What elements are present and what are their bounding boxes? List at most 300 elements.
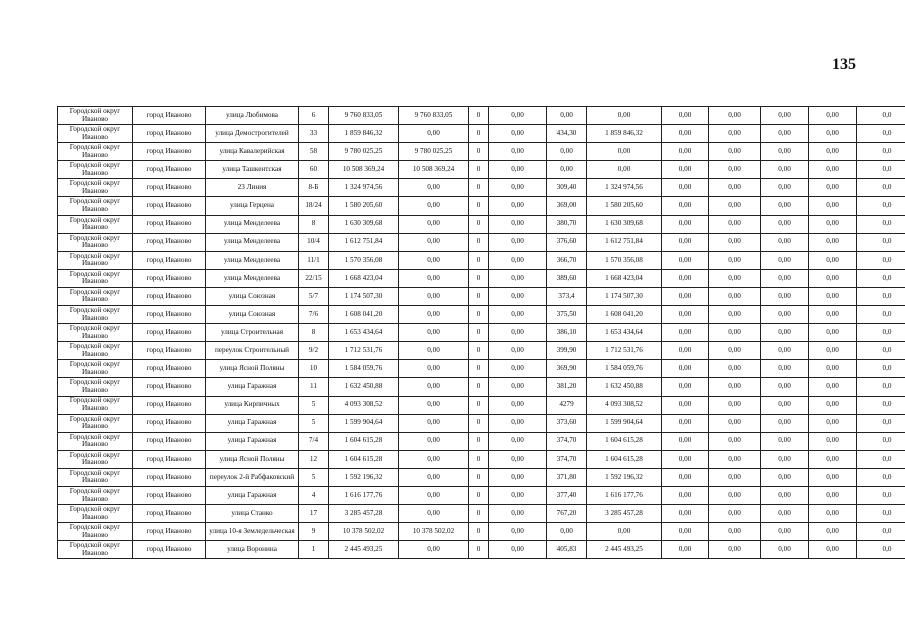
- cell-settlement: город Иваново: [133, 107, 206, 125]
- cell-amount-col-8: 0,00: [489, 143, 547, 161]
- cell-municipality: Городской округ Иваново: [58, 378, 133, 396]
- cell-amount-col-12: 0,00: [709, 251, 761, 269]
- cell-amount-col-8: 0,00: [489, 396, 547, 414]
- cell-amount-col-11: 0,00: [662, 396, 709, 414]
- cell-total-cost: 1 174 507,30: [329, 287, 399, 305]
- cell-amount-col-8: 0,00: [489, 233, 547, 251]
- table-row: [58, 378, 905, 396]
- cell-municipality: Городской округ Иваново: [58, 287, 133, 305]
- cell-area: 767,20: [547, 505, 587, 523]
- cell-count-col-7: 0: [469, 541, 489, 559]
- cell-amount-col-14: 0,00: [809, 179, 857, 197]
- cell-amount-col-15: 0,0: [857, 360, 905, 378]
- cell-amount-col-8: 0,00: [489, 360, 547, 378]
- cell-municipality: Городской округ Иваново: [58, 342, 133, 360]
- cell-cost-col-10: 0,00: [587, 143, 662, 161]
- cell-cost-col-10: 1 859 846,32: [587, 125, 662, 143]
- cell-cost-col-6: 0,00: [399, 324, 469, 342]
- cell-total-cost: 1 592 196,32: [329, 468, 399, 486]
- cell-street: улица Кирпичных: [206, 396, 299, 414]
- data-table: [57, 106, 905, 559]
- cell-amount-col-15: 0,0: [857, 251, 905, 269]
- cell-house-number: 8-Б: [299, 179, 329, 197]
- cell-amount-col-13: 0,00: [761, 287, 809, 305]
- table-row: [58, 523, 905, 541]
- cell-amount-col-15: 0,0: [857, 287, 905, 305]
- cell-house-number: 6: [299, 107, 329, 125]
- cell-total-cost: 1 324 974,56: [329, 179, 399, 197]
- cell-amount-col-14: 0,00: [809, 396, 857, 414]
- cell-amount-col-12: 0,00: [709, 233, 761, 251]
- cell-amount-col-8: 0,00: [489, 468, 547, 486]
- cell-amount-col-8: 0,00: [489, 161, 547, 179]
- cell-amount-col-14: 0,00: [809, 143, 857, 161]
- cell-amount-col-11: 0,00: [662, 342, 709, 360]
- cell-cost-col-6: 0,00: [399, 251, 469, 269]
- cell-cost-col-10: 1 604 615,28: [587, 450, 662, 468]
- cell-amount-col-12: 0,00: [709, 414, 761, 432]
- cell-amount-col-13: 0,00: [761, 505, 809, 523]
- cell-amount-col-12: 0,00: [709, 378, 761, 396]
- cell-cost-col-10: 1 592 196,32: [587, 468, 662, 486]
- cell-amount-col-15: 0,0: [857, 143, 905, 161]
- cell-amount-col-12: 0,00: [709, 215, 761, 233]
- cell-amount-col-15: 0,0: [857, 215, 905, 233]
- cell-total-cost: 1 859 846,32: [329, 125, 399, 143]
- cell-count-col-7: 0: [469, 414, 489, 432]
- cell-amount-col-11: 0,00: [662, 287, 709, 305]
- cell-street: улица Менделеева: [206, 251, 299, 269]
- cell-cost-col-10: 1 630 309,68: [587, 215, 662, 233]
- cell-total-cost: 1 604 615,28: [329, 432, 399, 450]
- cell-cost-col-10: 4 093 308,52: [587, 396, 662, 414]
- cell-amount-col-13: 0,00: [761, 161, 809, 179]
- cell-amount-col-8: 0,00: [489, 414, 547, 432]
- cell-cost-col-10: 1 632 450,88: [587, 378, 662, 396]
- cell-amount-col-8: 0,00: [489, 306, 547, 324]
- cell-cost-col-10: 3 285 457,28: [587, 505, 662, 523]
- cell-house-number: 5: [299, 414, 329, 432]
- cell-total-cost: 1 630 309,68: [329, 215, 399, 233]
- cell-area: 399,90: [547, 342, 587, 360]
- cell-street: улица Менделеева: [206, 269, 299, 287]
- cell-street: улица Станко: [206, 505, 299, 523]
- cell-area: 309,40: [547, 179, 587, 197]
- cell-amount-col-11: 0,00: [662, 432, 709, 450]
- cell-house-number: 60: [299, 161, 329, 179]
- cell-house-number: 17: [299, 505, 329, 523]
- cell-amount-col-14: 0,00: [809, 505, 857, 523]
- cell-count-col-7: 0: [469, 432, 489, 450]
- cell-cost-col-6: 0,00: [399, 197, 469, 215]
- cell-amount-col-15: 0,0: [857, 432, 905, 450]
- cell-amount-col-15: 0,0: [857, 523, 905, 541]
- cell-count-col-7: 0: [469, 107, 489, 125]
- table-row: [58, 360, 905, 378]
- cell-amount-col-11: 0,00: [662, 541, 709, 559]
- cell-amount-col-15: 0,0: [857, 306, 905, 324]
- cell-total-cost: 1 580 205,60: [329, 197, 399, 215]
- cell-cost-col-6: 9 780 025,25: [399, 143, 469, 161]
- cell-amount-col-13: 0,00: [761, 125, 809, 143]
- cell-amount-col-13: 0,00: [761, 342, 809, 360]
- cell-amount-col-15: 0,0: [857, 342, 905, 360]
- cell-amount-col-14: 0,00: [809, 324, 857, 342]
- cell-settlement: город Иваново: [133, 450, 206, 468]
- cell-cost-col-10: 1 570 356,08: [587, 251, 662, 269]
- cell-total-cost: 9 780 025,25: [329, 143, 399, 161]
- cell-amount-col-12: 0,00: [709, 432, 761, 450]
- cell-cost-col-10: 0,00: [587, 107, 662, 125]
- cell-amount-col-11: 0,00: [662, 233, 709, 251]
- cell-municipality: Городской округ Иваново: [58, 468, 133, 486]
- cell-cost-col-6: 0,00: [399, 486, 469, 504]
- cell-amount-col-8: 0,00: [489, 505, 547, 523]
- table-row: [58, 306, 905, 324]
- cell-house-number: 7/6: [299, 306, 329, 324]
- cell-cost-col-6: 10 508 369,24: [399, 161, 469, 179]
- cell-amount-col-12: 0,00: [709, 486, 761, 504]
- cell-cost-col-10: 1 584 059,76: [587, 360, 662, 378]
- cell-amount-col-12: 0,00: [709, 360, 761, 378]
- table-row: [58, 107, 905, 125]
- cell-amount-col-11: 0,00: [662, 125, 709, 143]
- cell-cost-col-10: 1 324 974,56: [587, 179, 662, 197]
- cell-cost-col-6: 0,00: [399, 396, 469, 414]
- cell-total-cost: 1 604 615,28: [329, 450, 399, 468]
- cell-municipality: Городской округ Иваново: [58, 197, 133, 215]
- cell-amount-col-11: 0,00: [662, 505, 709, 523]
- cell-amount-col-15: 0,0: [857, 179, 905, 197]
- cell-area: 380,70: [547, 215, 587, 233]
- cell-amount-col-8: 0,00: [489, 251, 547, 269]
- cell-total-cost: 10 508 369,24: [329, 161, 399, 179]
- table-row: [58, 432, 905, 450]
- cell-area: 386,10: [547, 324, 587, 342]
- cell-count-col-7: 0: [469, 342, 489, 360]
- cell-amount-col-12: 0,00: [709, 125, 761, 143]
- cell-street: улица 10-я Земледельческая: [206, 523, 299, 541]
- cell-house-number: 10/4: [299, 233, 329, 251]
- cell-street: улица Герцена: [206, 197, 299, 215]
- cell-house-number: 8: [299, 215, 329, 233]
- cell-total-cost: 1 653 434,64: [329, 324, 399, 342]
- cell-house-number: 18/24: [299, 197, 329, 215]
- table-container: [57, 106, 905, 566]
- cell-amount-col-14: 0,00: [809, 342, 857, 360]
- cell-cost-col-10: 1 616 177,76: [587, 486, 662, 504]
- cell-total-cost: 1 632 450,88: [329, 378, 399, 396]
- table-row: [58, 143, 905, 161]
- cell-amount-col-13: 0,00: [761, 197, 809, 215]
- cell-area: 371,80: [547, 468, 587, 486]
- cell-count-col-7: 0: [469, 450, 489, 468]
- table-row: [58, 505, 905, 523]
- cell-settlement: город Иваново: [133, 360, 206, 378]
- cell-amount-col-11: 0,00: [662, 215, 709, 233]
- cell-amount-col-12: 0,00: [709, 324, 761, 342]
- cell-municipality: Городской округ Иваново: [58, 505, 133, 523]
- cell-amount-col-13: 0,00: [761, 143, 809, 161]
- cell-count-col-7: 0: [469, 215, 489, 233]
- cell-street: улица Союзная: [206, 287, 299, 305]
- cell-amount-col-8: 0,00: [489, 197, 547, 215]
- cell-total-cost: 3 285 457,28: [329, 505, 399, 523]
- cell-area: 376,60: [547, 233, 587, 251]
- cell-amount-col-15: 0,0: [857, 378, 905, 396]
- cell-cost-col-6: 0,00: [399, 269, 469, 287]
- cell-settlement: город Иваново: [133, 324, 206, 342]
- cell-area: 373,60: [547, 414, 587, 432]
- cell-cost-col-6: 0,00: [399, 505, 469, 523]
- cell-municipality: Городской округ Иваново: [58, 269, 133, 287]
- cell-amount-col-15: 0,0: [857, 125, 905, 143]
- cell-settlement: город Иваново: [133, 432, 206, 450]
- cell-settlement: город Иваново: [133, 143, 206, 161]
- cell-settlement: город Иваново: [133, 486, 206, 504]
- cell-area: 381,20: [547, 378, 587, 396]
- cell-house-number: 9/2: [299, 342, 329, 360]
- cell-amount-col-8: 0,00: [489, 269, 547, 287]
- cell-amount-col-11: 0,00: [662, 161, 709, 179]
- cell-amount-col-15: 0,0: [857, 396, 905, 414]
- cell-amount-col-12: 0,00: [709, 468, 761, 486]
- cell-amount-col-8: 0,00: [489, 125, 547, 143]
- cell-street: улица Союзная: [206, 306, 299, 324]
- table-row: [58, 161, 905, 179]
- cell-amount-col-12: 0,00: [709, 523, 761, 541]
- cell-count-col-7: 0: [469, 360, 489, 378]
- cell-street: переулок 2-й Рабфаковский: [206, 468, 299, 486]
- cell-count-col-7: 0: [469, 523, 489, 541]
- cell-amount-col-14: 0,00: [809, 251, 857, 269]
- cell-amount-col-14: 0,00: [809, 215, 857, 233]
- cell-count-col-7: 0: [469, 125, 489, 143]
- cell-house-number: 12: [299, 450, 329, 468]
- cell-amount-col-15: 0,0: [857, 486, 905, 504]
- cell-cost-col-10: 1 599 904,64: [587, 414, 662, 432]
- cell-total-cost: 1 668 423,04: [329, 269, 399, 287]
- cell-amount-col-13: 0,00: [761, 414, 809, 432]
- cell-amount-col-8: 0,00: [489, 378, 547, 396]
- cell-amount-col-15: 0,0: [857, 505, 905, 523]
- cell-total-cost: 9 760 833,05: [329, 107, 399, 125]
- cell-settlement: город Иваново: [133, 215, 206, 233]
- cell-amount-col-13: 0,00: [761, 179, 809, 197]
- cell-cost-col-6: 0,00: [399, 468, 469, 486]
- cell-settlement: город Иваново: [133, 233, 206, 251]
- cell-amount-col-13: 0,00: [761, 107, 809, 125]
- cell-cost-col-10: 1 608 041,20: [587, 306, 662, 324]
- cell-amount-col-14: 0,00: [809, 125, 857, 143]
- cell-amount-col-15: 0,0: [857, 541, 905, 559]
- cell-amount-col-11: 0,00: [662, 306, 709, 324]
- cell-cost-col-10: 1 612 751,84: [587, 233, 662, 251]
- table-row: [58, 396, 905, 414]
- cell-amount-col-13: 0,00: [761, 378, 809, 396]
- cell-municipality: Городской округ Иваново: [58, 396, 133, 414]
- cell-amount-col-8: 0,00: [489, 342, 547, 360]
- cell-settlement: город Иваново: [133, 251, 206, 269]
- cell-amount-col-8: 0,00: [489, 523, 547, 541]
- cell-area: 0,00: [547, 143, 587, 161]
- cell-cost-col-10: 1 712 531,76: [587, 342, 662, 360]
- cell-amount-col-14: 0,00: [809, 541, 857, 559]
- cell-house-number: 5/7: [299, 287, 329, 305]
- cell-amount-col-8: 0,00: [489, 541, 547, 559]
- cell-settlement: город Иваново: [133, 523, 206, 541]
- page-number: 135: [832, 56, 856, 73]
- cell-cost-col-6: 0,00: [399, 360, 469, 378]
- cell-count-col-7: 0: [469, 396, 489, 414]
- table-row: [58, 287, 905, 305]
- cell-amount-col-14: 0,00: [809, 523, 857, 541]
- cell-amount-col-12: 0,00: [709, 107, 761, 125]
- cell-total-cost: 1 616 177,76: [329, 486, 399, 504]
- cell-municipality: Городской округ Иваново: [58, 143, 133, 161]
- cell-settlement: город Иваново: [133, 179, 206, 197]
- cell-house-number: 58: [299, 143, 329, 161]
- cell-settlement: город Иваново: [133, 541, 206, 559]
- cell-municipality: Городской округ Иваново: [58, 324, 133, 342]
- cell-municipality: Городской округ Иваново: [58, 523, 133, 541]
- cell-amount-col-15: 0,0: [857, 107, 905, 125]
- cell-area: 434,30: [547, 125, 587, 143]
- cell-amount-col-11: 0,00: [662, 107, 709, 125]
- cell-cost-col-10: 2 445 493,25: [587, 541, 662, 559]
- cell-amount-col-11: 0,00: [662, 324, 709, 342]
- cell-area: 0,00: [547, 161, 587, 179]
- cell-amount-col-15: 0,0: [857, 197, 905, 215]
- cell-house-number: 4: [299, 486, 329, 504]
- cell-cost-col-6: 0,00: [399, 179, 469, 197]
- cell-street: улица Гаражная: [206, 414, 299, 432]
- cell-street: улица Строительная: [206, 324, 299, 342]
- cell-amount-col-12: 0,00: [709, 179, 761, 197]
- cell-settlement: город Иваново: [133, 197, 206, 215]
- cell-amount-col-8: 0,00: [489, 450, 547, 468]
- cell-area: 4279: [547, 396, 587, 414]
- table-row: [58, 251, 905, 269]
- cell-cost-col-6: 10 378 502,02: [399, 523, 469, 541]
- cell-amount-col-12: 0,00: [709, 287, 761, 305]
- table-row: [58, 450, 905, 468]
- cell-amount-col-13: 0,00: [761, 396, 809, 414]
- table-row: [58, 468, 905, 486]
- cell-cost-col-10: 1 604 615,28: [587, 432, 662, 450]
- cell-street: улица Гаражная: [206, 378, 299, 396]
- cell-cost-col-6: 0,00: [399, 215, 469, 233]
- cell-amount-col-13: 0,00: [761, 251, 809, 269]
- cell-amount-col-12: 0,00: [709, 541, 761, 559]
- cell-amount-col-13: 0,00: [761, 450, 809, 468]
- cell-cost-col-6: 9 760 833,05: [399, 107, 469, 125]
- cell-settlement: город Иваново: [133, 414, 206, 432]
- cell-amount-col-15: 0,0: [857, 468, 905, 486]
- cell-amount-col-15: 0,0: [857, 324, 905, 342]
- cell-amount-col-14: 0,00: [809, 197, 857, 215]
- cell-amount-col-11: 0,00: [662, 269, 709, 287]
- table-row: [58, 125, 905, 143]
- cell-cost-col-10: 1 580 205,60: [587, 197, 662, 215]
- cell-area: 373,4: [547, 287, 587, 305]
- cell-amount-col-8: 0,00: [489, 107, 547, 125]
- table-row: [58, 233, 905, 251]
- cell-total-cost: 1 570 356,08: [329, 251, 399, 269]
- cell-amount-col-11: 0,00: [662, 197, 709, 215]
- cell-count-col-7: 0: [469, 378, 489, 396]
- table-row: [58, 486, 905, 504]
- cell-count-col-7: 0: [469, 287, 489, 305]
- cell-cost-col-6: 0,00: [399, 541, 469, 559]
- cell-settlement: город Иваново: [133, 396, 206, 414]
- cell-cost-col-10: 0,00: [587, 161, 662, 179]
- cell-amount-col-13: 0,00: [761, 269, 809, 287]
- cell-amount-col-11: 0,00: [662, 251, 709, 269]
- cell-street: улица Менделеева: [206, 233, 299, 251]
- cell-settlement: город Иваново: [133, 505, 206, 523]
- cell-amount-col-12: 0,00: [709, 450, 761, 468]
- cell-amount-col-11: 0,00: [662, 523, 709, 541]
- cell-street: улица Любимова: [206, 107, 299, 125]
- cell-amount-col-14: 0,00: [809, 360, 857, 378]
- cell-amount-col-14: 0,00: [809, 306, 857, 324]
- cell-amount-col-13: 0,00: [761, 360, 809, 378]
- cell-count-col-7: 0: [469, 486, 489, 504]
- cell-amount-col-13: 0,00: [761, 215, 809, 233]
- cell-cost-col-10: 1 668 423,04: [587, 269, 662, 287]
- cell-settlement: город Иваново: [133, 306, 206, 324]
- cell-house-number: 33: [299, 125, 329, 143]
- cell-settlement: город Иваново: [133, 161, 206, 179]
- cell-amount-col-13: 0,00: [761, 468, 809, 486]
- cell-amount-col-12: 0,00: [709, 269, 761, 287]
- cell-area: 405,83: [547, 541, 587, 559]
- cell-house-number: 11: [299, 378, 329, 396]
- cell-amount-col-8: 0,00: [489, 486, 547, 504]
- table-row: [58, 324, 905, 342]
- cell-cost-col-6: 0,00: [399, 432, 469, 450]
- cell-amount-col-11: 0,00: [662, 179, 709, 197]
- cell-municipality: Городской округ Иваново: [58, 251, 133, 269]
- cell-cost-col-6: 0,00: [399, 125, 469, 143]
- cell-amount-col-11: 0,00: [662, 486, 709, 504]
- cell-count-col-7: 0: [469, 143, 489, 161]
- cell-area: 389,60: [547, 269, 587, 287]
- cell-municipality: Городской округ Иваново: [58, 215, 133, 233]
- cell-total-cost: 1 712 531,76: [329, 342, 399, 360]
- cell-total-cost: 10 378 502,02: [329, 523, 399, 541]
- cell-amount-col-12: 0,00: [709, 197, 761, 215]
- cell-amount-col-12: 0,00: [709, 306, 761, 324]
- cell-cost-col-10: 0,00: [587, 523, 662, 541]
- cell-amount-col-14: 0,00: [809, 378, 857, 396]
- table-body: [58, 107, 905, 559]
- cell-street: улица Кавалерийская: [206, 143, 299, 161]
- cell-count-col-7: 0: [469, 197, 489, 215]
- cell-cost-col-6: 0,00: [399, 414, 469, 432]
- cell-count-col-7: 0: [469, 251, 489, 269]
- cell-amount-col-14: 0,00: [809, 107, 857, 125]
- cell-count-col-7: 0: [469, 161, 489, 179]
- cell-amount-col-11: 0,00: [662, 143, 709, 161]
- cell-amount-col-14: 0,00: [809, 432, 857, 450]
- cell-amount-col-12: 0,00: [709, 505, 761, 523]
- cell-house-number: 7/4: [299, 432, 329, 450]
- cell-cost-col-6: 0,00: [399, 450, 469, 468]
- table-row: [58, 215, 905, 233]
- cell-amount-col-14: 0,00: [809, 468, 857, 486]
